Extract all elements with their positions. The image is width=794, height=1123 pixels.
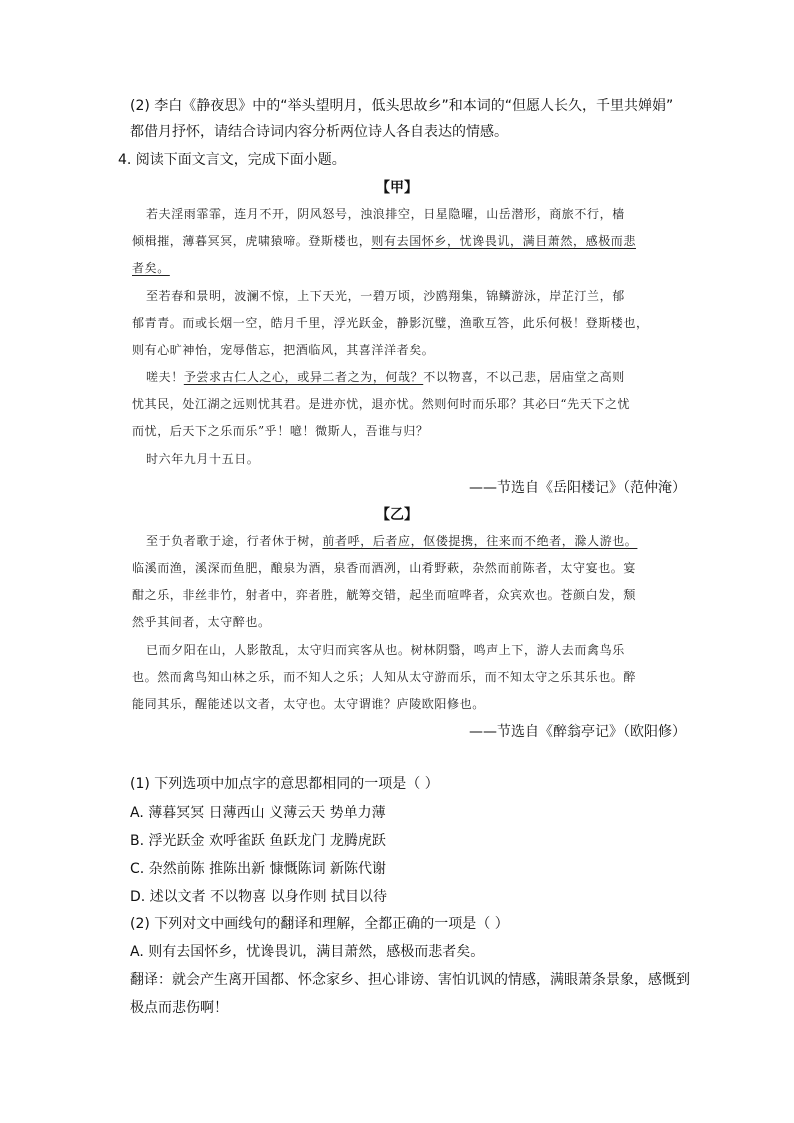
jia-p3-line-1 [146,368,625,386]
question-2-line-2: 都借月抒怀，请结合诗词内容分析两位诗人各自表达的情感。 [130,124,508,140]
yi-underlined-sentence: 前者呼，后者应，伛偻提携，往来而不绝者，滁人游也。 [322,534,638,548]
jia-p1-line-1: 若夫淫雨霏霏，连月不开，阴风怒号，浊浪排空，日星隐曜，山岳潜形，商旅不行，樯 [146,207,625,221]
yi-p2-line-2: 也。然而禽鸟知山林之乐，而不知人之乐；人知从太守游而乐，而不知太守之乐其乐也。醉 [132,670,637,684]
jia-p3-line-1-rest: 不以物喜，不以己悲，居庙堂之高则 [423,370,625,384]
yi-p2-line-3: 能同其乐，醒能述以文者，太守也。太守谓谁？庐陵欧阳修也。 [132,697,485,711]
yi-p1-line-1 [146,532,637,550]
sub-question-1-option-b: B. 浮光跃金 欢呼雀跃 鱼跃龙门 龙腾虎跃 [130,833,386,849]
yi-heading: 【乙】 [376,507,418,523]
sub-question-2: (2) 下列对文中画线句的翻译和理解，全都正确的一项是（ ） [130,916,509,932]
question-2-line-1: (2) 李白《静夜思》中的“举头望明月，低头思故乡”和本词的“但愿人长久，千里共婵娟” [130,98,674,114]
jia-underlined-question: 予尝求古仁人之心，或异二者之为，何哉？ [183,370,424,384]
sub-question-1-option-a: A. 薄暮冥冥 日薄西山 义薄云天 势单力薄 [130,805,386,821]
jia-source: ——节选自《岳阳楼记》（范仲淹） [469,480,686,496]
translation-line-1: 翻译：就会产生离开国都、怀念家乡、担心诽谤、害怕讥讽的情感，满眼萧条景象，感慨到 [130,972,690,988]
yi-p1-line-1-plain: 至于负者歌于途，行者休于树， [146,534,323,548]
jia-heading: 【甲】 [376,180,418,196]
sub-question-2-option-a: A. 则有去国怀乡，忧谗畏讥，满目萧然，感极而悲者矣。 [130,944,485,960]
yi-p1-line-4: 然乎其间者，太守醉也。 [132,615,271,629]
jia-p3-line-2: 忧其民，处江湖之远则忧其君。是进亦忧，退亦忧。然则何时而乐耶？其必曰“先天下之忧 [132,397,631,411]
jia-underlined-sentence-part-2: 者矣。 [132,261,170,275]
question-4-instruction: 4. 阅读下面文言文，完成下面小题。 [118,152,346,168]
yi-p2-line-1: 已而夕阳在山，人影散乱，太守归而宾客从也。树林阴翳，鸣声上下，游人去而禽鸟乐 [146,643,625,657]
jia-p2-line-2: 郁青青。而或长烟一空，皓月千里，浮光跃金，静影沉璧，渔歌互答，此乐何极！登斯楼也， [132,316,649,330]
jia-p1-line-2-plain: 倾楫摧，薄暮冥冥，虎啸猿啼。登斯楼也， [132,234,372,248]
yi-source: ——节选自《醉翁亭记》（欧阳修） [469,724,686,740]
jia-underlined-sentence-part-1: 则有去国怀乡，忧谗畏讥，满目萧然，感极而悲 [371,234,637,248]
sub-question-1-option-d: D. 述以文者 不以物喜 以身作则 拭目以待 [130,889,388,905]
jia-p2-line-1: 至若春和景明，波澜不惊，上下天光，一碧万顷，沙鸥翔集，锦鳞游泳，岸芷汀兰，郁 [146,289,625,303]
yi-p1-line-3: 酣之乐，非丝非竹，射者中，弈者胜，觥筹交错，起坐而喧哗者，众宾欢也。苍颜白发，颓 [132,588,637,602]
jia-date-line: 时六年九月十五日。 [146,452,260,466]
jia-p3-lead: 嗟夫！ [146,370,184,384]
jia-p1-line-2 [132,232,636,250]
yi-p1-line-2: 临溪而渔，溪深而鱼肥，酿泉为酒，泉香而酒冽，山肴野蔌，杂然而前陈者，太守宴也。宴 [132,561,637,575]
sub-question-1-option-c: C. 杂然前陈 推陈出新 慷慨陈词 新陈代谢 [130,861,387,877]
jia-p1-line-3 [132,259,170,277]
translation-line-2: 极点而悲伤啊！ [130,1000,228,1016]
sub-question-1: (1) 下列选项中加点字的意思都相同的一项是（ ） [130,776,439,792]
jia-p2-line-3: 则有心旷神怡，宠辱偕忘，把酒临风，其喜洋洋者矣。 [132,343,435,357]
jia-p3-line-3: 而忧，后天下之乐而乐”乎！噫！微斯人，吾谁与归？ [132,424,429,438]
